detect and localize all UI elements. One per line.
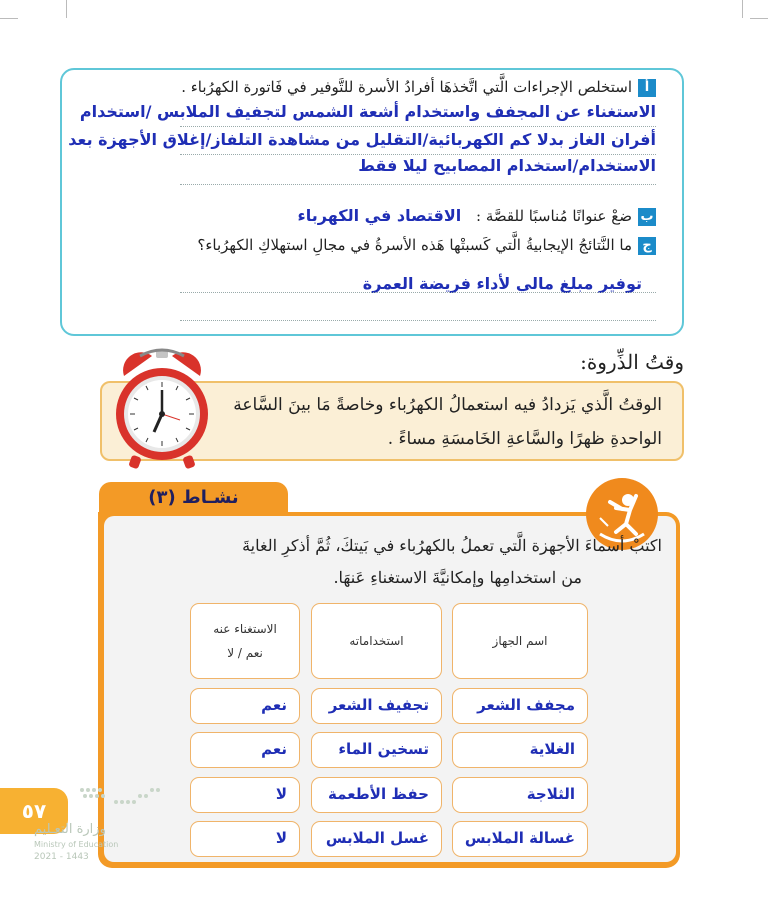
table-cell: غسل الملابس <box>311 821 442 857</box>
question-c-badge: ج <box>638 237 656 255</box>
ministry-name-ar: وزارة التعـليم <box>34 822 106 837</box>
answer-a-line-1: الاستغناء عن المجفف واستخدام أشعة الشمس لتجفيف الملابس /استخدام <box>79 102 656 121</box>
question-a <box>181 78 656 97</box>
question-b-badge: ب <box>638 208 656 226</box>
table-cell: لا <box>190 777 300 813</box>
answer-line <box>180 320 656 321</box>
question-a-prompt: استخلص الإجراءات الَّتي اتَّخذهَا أفرادُ الأسرة للتَّوفير في فَاتورة الكهرُباء . <box>181 78 632 96</box>
peak-time-title: وقتُ الذِّروة: <box>580 350 684 374</box>
question-c-prompt: ما النَّتائجُ الإيجابيةُ الَّتي كَسبتْها هَذه الأسرةُ في مجالِ استهلاكِ الكهرُباء؟ <box>197 236 632 254</box>
table-cell: الثلاجة <box>452 777 588 813</box>
crop-mark <box>742 0 743 18</box>
question-b-prompt: ضعْ عنوانًا مُناسبًا للقصَّة : <box>476 207 632 225</box>
table-header-dispense-label: الاستغناء عنه <box>213 622 277 636</box>
question-b <box>298 206 656 226</box>
activity-instruction-line-1: اكتبْ أسماءَ الأجهزة الَّتي تعملُ بالكهرُباء في بَيتكَ، ثُمَّ أذكرِ الغايةَ <box>242 536 662 555</box>
table-cell: حفظ الأطعمة <box>311 777 442 813</box>
activity-instruction-line-2: من استخدامِها وإمكانيَّةَ الاستغناءِ عَنهَا. <box>333 568 582 587</box>
ministry-logo-icon <box>76 780 166 820</box>
answer-a-line-2: أفران الغاز بدلا كم الكهربائية/التقليل من مشاهدة التلفاز/إغلاق الأجهزة بعد <box>68 130 656 149</box>
table-cell: مجفف الشعر <box>452 688 588 724</box>
answer-line <box>180 184 656 185</box>
table-cell: غسالة الملابس <box>452 821 588 857</box>
table-cell: نعم <box>190 732 300 768</box>
alarm-clock-icon <box>110 346 214 472</box>
table-cell: الغلاية <box>452 732 588 768</box>
answer-a-line-3: الاستخدام/استخدام المصابيح ليلا فقط <box>358 156 656 175</box>
table-header-dispense <box>190 603 300 679</box>
crop-mark <box>66 0 67 18</box>
activity-title: نشـاط (٣) <box>148 487 239 508</box>
ministry-year: 2021 - 1443 <box>34 852 89 862</box>
table-header-device: اسم الجهاز <box>452 603 588 679</box>
answer-line <box>180 126 656 127</box>
crop-mark <box>0 18 18 19</box>
question-c <box>197 236 656 255</box>
table-cell: لا <box>190 821 300 857</box>
table-cell: تجفيف الشعر <box>311 688 442 724</box>
answer-c: توفير مبلغ مالي لأداء فريضة العمرة <box>362 274 642 293</box>
answer-line <box>180 154 656 155</box>
ministry-name-en: Ministry of Education <box>34 840 119 849</box>
question-a-badge: أ <box>638 79 656 97</box>
table-header-dispense-sub: نعم / لا <box>227 646 263 660</box>
peak-time-line-1: الوقتُ الَّذي يَزدادُ فيه استعمالُ الكهرُباء وخاصةً مَا بينَ السَّاعة <box>233 395 662 415</box>
peak-time-line-2: الواحدةِ ظهرًا والسَّاعةِ الخَامسَةِ مساءً . <box>387 429 662 449</box>
crop-mark <box>750 18 768 19</box>
table-cell: تسخين الماء <box>311 732 442 768</box>
table-cell: نعم <box>190 688 300 724</box>
answer-line <box>180 292 656 293</box>
questions-box <box>60 68 684 336</box>
page-number: ٥٧ <box>21 799 47 823</box>
answer-b: الاقتصاد في الكهرباء <box>297 206 462 225</box>
table-header-uses: استخداماته <box>311 603 442 679</box>
